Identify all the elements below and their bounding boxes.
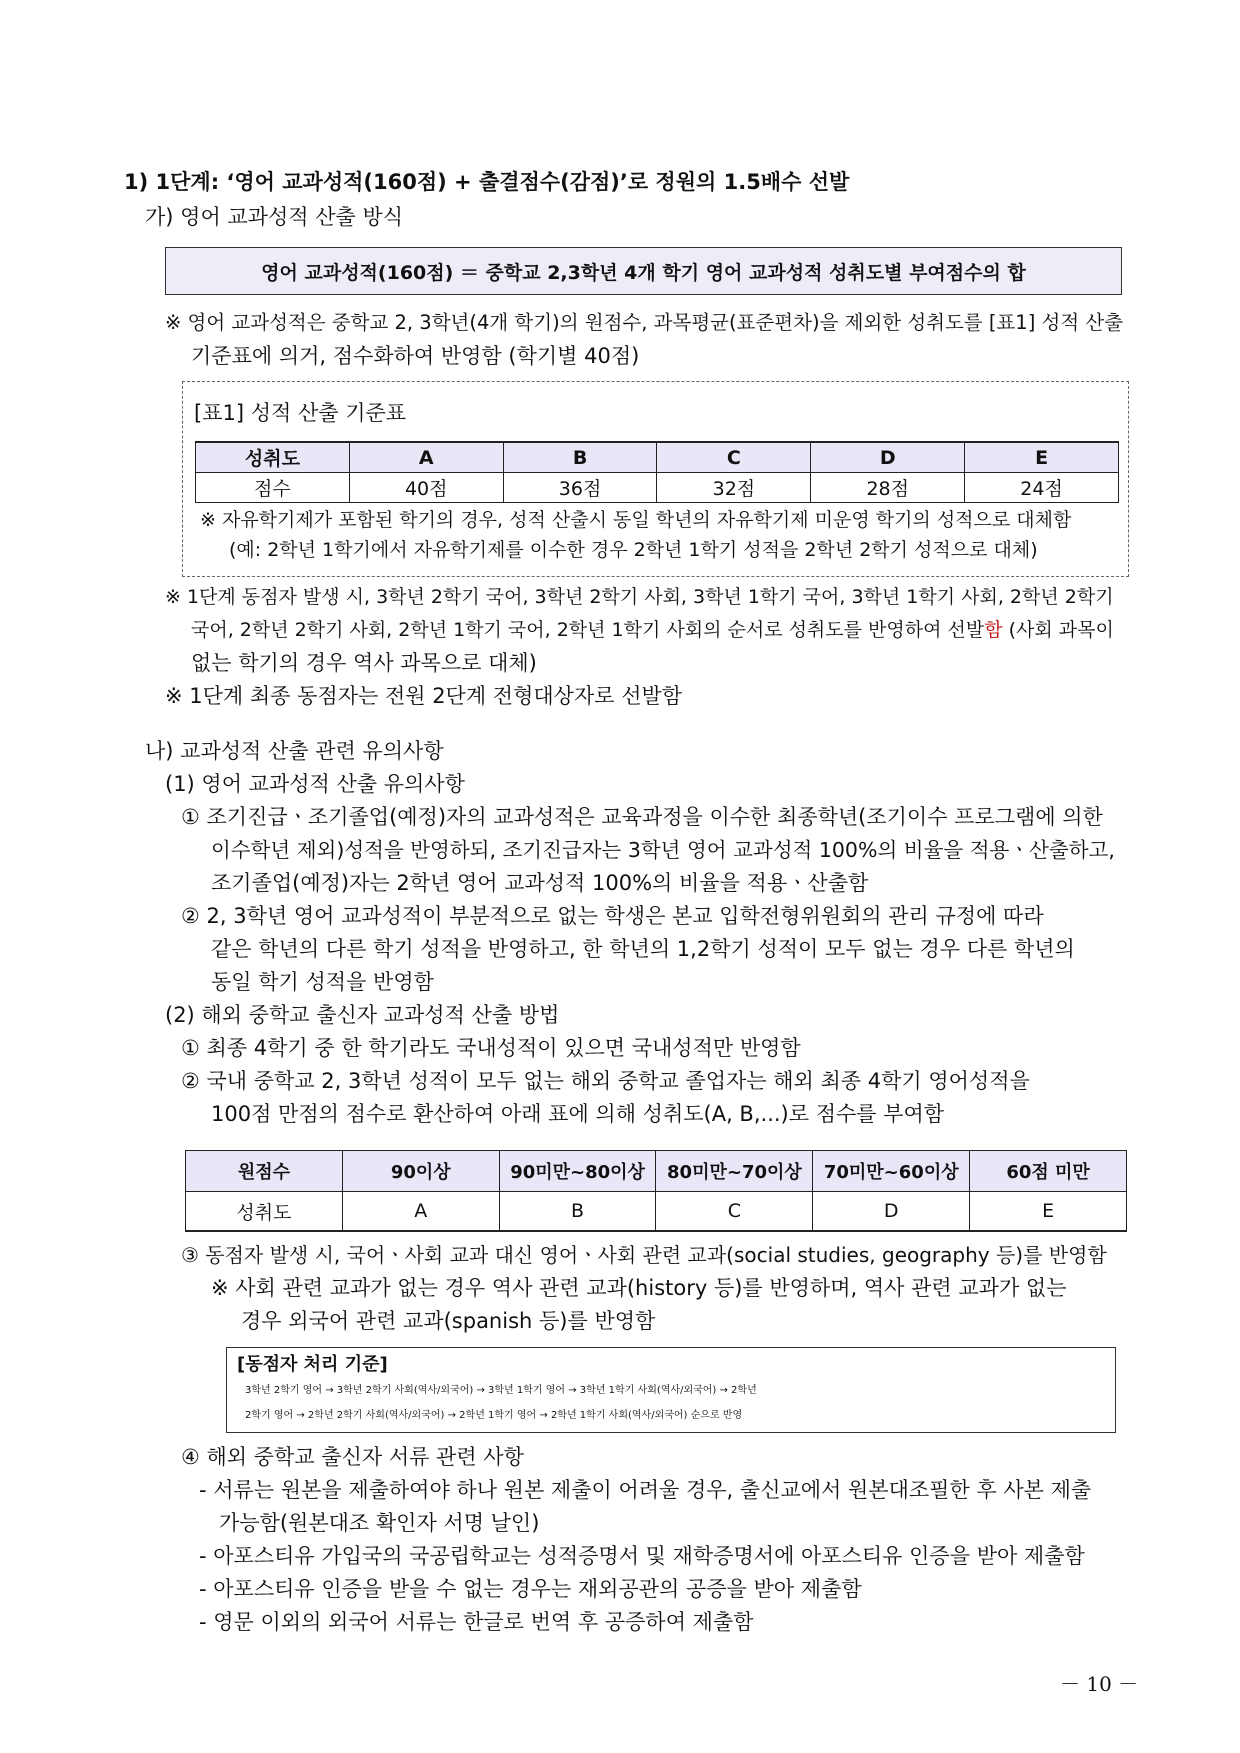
- table-row: [186, 1192, 1127, 1232]
- table-cell: 40점: [349, 473, 503, 503]
- tie-note-line2-text: 국어, 2학년 2학기 사회, 2학년 1학기 국어, 2학년 1학기 사회의 순서로 성취도를 반영하여 선발: [191, 619, 985, 641]
- table-header-cell: 성취도: [196, 442, 350, 473]
- grade-score-table: [195, 441, 1119, 503]
- table-header-cell: 90이상: [342, 1151, 499, 1192]
- missing-grade-line2: 같은 학년의 다른 학기 성적을 반영하고, 한 학년의 1,2학기 성적이 모두 없는 경우 다른 학년의: [211, 937, 1075, 961]
- table-header-cell: E: [965, 442, 1119, 473]
- table-header-cell: C: [657, 442, 811, 473]
- formula-text: 영어 교과성적(160점) ＝ 중학교 2,3학년 4개 학기 영어 교과성적 성취도별 부여점수의 합: [261, 261, 1026, 284]
- table-header-cell: 70미만~60이상: [813, 1151, 970, 1192]
- table-cell: D: [813, 1192, 970, 1232]
- subsection-a-title: 가) 영어 교과성적 산출 방식: [145, 205, 404, 229]
- table-header-cell: D: [811, 442, 965, 473]
- tie-note-line2-rest: (사회 과목이: [1002, 619, 1114, 641]
- table-cell: E: [970, 1192, 1127, 1232]
- table-header-cell: 60점 미만: [970, 1151, 1127, 1192]
- table-cell: 28점: [811, 473, 965, 503]
- table-cell: 32점: [657, 473, 811, 503]
- tie-criteria-line2: 2학기 영어 → 2학년 2학기 사회(역사/외국어) → 2학년 1학기 영어 → 2학년 1학기 사회(역사/외국어) 순으로 반영: [245, 1410, 743, 1421]
- table-header-cell: 90미만~80이상: [499, 1151, 656, 1192]
- tie-note-highlight: 함: [984, 619, 1003, 641]
- page-number: － 10 －: [1060, 1672, 1139, 1696]
- early-grad-line2: 이수학년 제외)성적을 반영하되, 조기진급자는 3학년 영어 교과성적 100%의 비율을 적용ㆍ산출하고,: [211, 838, 1115, 862]
- score-conversion-table: [185, 1150, 1127, 1232]
- overseas-item3: ③ 동점자 발생 시, 국어ㆍ사회 교과 대신 영어ㆍ사회 관련 교과(social studies, geography 등)를 반영함: [181, 1243, 1107, 1267]
- overseas-item4: ④ 해외 중학교 출신자 서류 관련 사항: [181, 1445, 524, 1469]
- table1-caption: [표1] 성적 산출 기준표: [194, 401, 407, 425]
- tie-criteria-title: [동점자 처리 기준]: [237, 1354, 388, 1375]
- table-header-cell: 원점수: [186, 1151, 343, 1192]
- docs-item3: - 아포스티유 인증을 받을 수 없는 경우는 재외공관의 공증을 받아 제출함: [199, 1577, 862, 1601]
- english-notes-title: (1) 영어 교과성적 산출 유의사항: [165, 772, 465, 796]
- step1-heading: 1) 1단계: ‘영어 교과성적(160점) + 출결점수(감점)’로 정원의 1.5배수 선발: [124, 170, 850, 194]
- tie-note-line3: 없는 학기의 경우 역사 과목으로 대체): [191, 651, 537, 675]
- grade-note-line1: ※ 영어 교과성적은 중학교 2, 3학년(4개 학기)의 원점수, 과목평균(표준편차)을 제외한 성취도를 [표1] 성적 산출: [165, 311, 1124, 334]
- missing-grade-line1: ② 2, 3학년 영어 교과성적이 부분적으로 없는 학생은 본교 입학전형위원회의 관리 규정에 따라: [181, 904, 1044, 928]
- table-row: [196, 473, 1119, 503]
- table-header-cell: B: [503, 442, 657, 473]
- table-header-row: [186, 1151, 1127, 1192]
- tie-criteria-box: [226, 1347, 1116, 1433]
- early-grad-line1: ① 조기진급ㆍ조기졸업(예정)자의 교과성적은 교육과정을 이수한 최종학년(조기이수 프로그램에 의한: [181, 805, 1103, 829]
- table-header-row: [196, 442, 1119, 473]
- table-cell: 36점: [503, 473, 657, 503]
- tie-note-line2: [191, 615, 1114, 645]
- table-cell: A: [342, 1192, 499, 1232]
- overseas-item3-note-line2: 경우 외국어 관련 교과(spanish 등)를 반영함: [241, 1309, 656, 1333]
- table-cell: 24점: [965, 473, 1119, 503]
- table-cell: B: [499, 1192, 656, 1232]
- overseas-item2-line2: 100점 만점의 점수로 환산하여 아래 표에 의해 성취도(A, B,...)로 점수를 부여함: [211, 1102, 945, 1126]
- overseas-item2-line1: ② 국내 중학교 2, 3학년 성적이 모두 없는 해외 중학교 졸업자는 해외 최종 4학기 영어성적을: [181, 1069, 1030, 1093]
- overseas-title: (2) 해외 중학교 출신자 교과성적 산출 방법: [165, 1003, 560, 1027]
- table-cell: C: [656, 1192, 813, 1232]
- table-cell: 성취도: [186, 1192, 343, 1232]
- docs-item1-line1: - 서류는 원본을 제출하여야 하나 원본 제출이 어려울 경우, 출신교에서 원본대조필한 후 사본 제출: [199, 1478, 1092, 1502]
- table-header-cell: 80미만~70이상: [656, 1151, 813, 1192]
- early-grad-line3: 조기졸업(예정)자는 2학년 영어 교과성적 100%의 비율을 적용ㆍ산출함: [211, 871, 869, 895]
- free-semester-note-line2: (예: 2학년 1학기에서 자유학기제를 이수한 경우 2학년 1학기 성적을 2학년 2학기 성적으로 대체): [229, 539, 1038, 561]
- subsection-b-title: 나) 교과성적 산출 관련 유의사항: [145, 739, 444, 763]
- overseas-item1: ① 최종 4학기 중 한 학기라도 국내성적이 있으면 국내성적만 반영함: [181, 1036, 801, 1060]
- final-tie-note: ※ 1단계 최종 동점자는 전원 2단계 전형대상자로 선발함: [165, 684, 683, 708]
- docs-item1-line2: 가능함(원본대조 확인자 서명 날인): [219, 1511, 540, 1535]
- docs-item2: - 아포스티유 가입국의 국공립학교는 성적증명서 및 재학증명서에 아포스티유 인증을 받아 제출함: [199, 1544, 1085, 1568]
- formula-box: [165, 247, 1122, 295]
- tie-note-line1: ※ 1단계 동점자 발생 시, 3학년 2학기 국어, 3학년 2학기 사회, 3학년 1학기 국어, 3학년 1학기 사회, 2학년 2학기: [165, 586, 1114, 608]
- free-semester-note-line1: ※ 자유학기제가 포함된 학기의 경우, 성적 산출시 동일 학년의 자유학기제 미운영 학기의 성적으로 대체함: [200, 509, 1072, 531]
- missing-grade-line3: 동일 학기 성적을 반영함: [211, 970, 434, 994]
- tie-criteria-line1: 3학년 2학기 영어 → 3학년 2학기 사회(역사/외국어) → 3학년 1학기 영어 → 3학년 1학기 사회(역사/외국어) → 2학년: [245, 1385, 757, 1396]
- grade-note-line2: 기준표에 의거, 점수화하여 반영함 (학기별 40점): [191, 344, 640, 368]
- overseas-item3-note-line1: ※ 사회 관련 교과가 없는 경우 역사 관련 교과(history 등)를 반영하며, 역사 관련 교과가 없는: [211, 1276, 1067, 1300]
- table-header-cell: A: [349, 442, 503, 473]
- table-cell: 점수: [196, 473, 350, 503]
- docs-item4: - 영문 이외의 외국어 서류는 한글로 번역 후 공증하여 제출함: [199, 1610, 754, 1634]
